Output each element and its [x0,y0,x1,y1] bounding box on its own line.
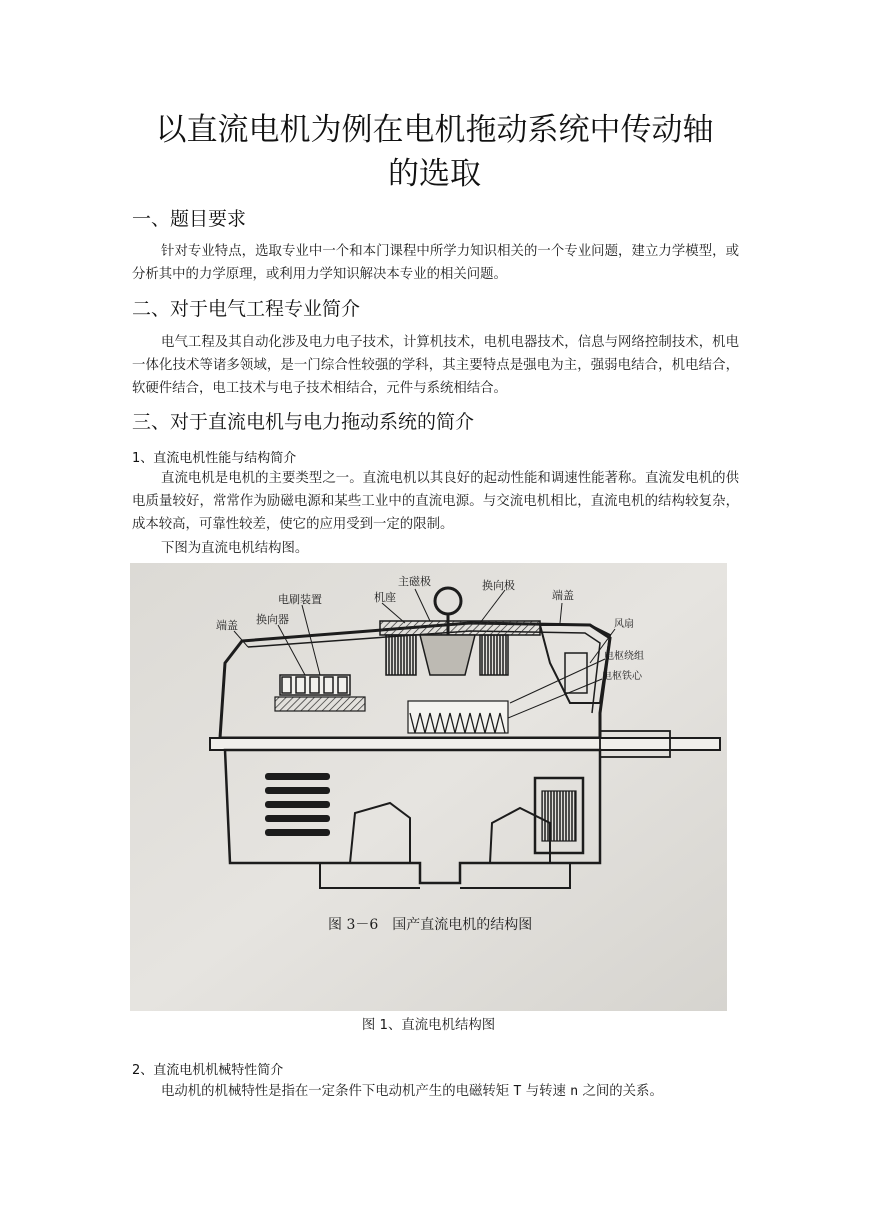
figure-intro: 下图为直流电机结构图。 [161,541,309,556]
label-fan: 风扇 [614,619,634,630]
label-main-pole: 主磁极 [398,575,431,588]
subsection-paragraph-1: 直流电机是电机的主要类型之一。直流电机以其良好的起动性能和调速性能著称。直流发电机的供电质量较好，常常作为励磁电源和某些工业中的直流电源。与交流电机相比，直流电机的结构较复杂，成本较高，可靠性较差，使它的应用受到一定的限制。 [132,471,739,532]
doc-title-line1: 以直流电机为例在电机拖动系统中传动轴 [155,112,714,148]
subsection-heading-1: 1、直流电机性能与结构简介 [132,451,297,466]
symbol-torque: T [513,1084,522,1099]
label-commutator: 换向器 [256,613,289,626]
section-paragraph-1: 针对专业特点，选取专业中一个和本门课程中所学力知识相关的一个专业问题，建立力学模型，或分析其中的力学原理，或利用力学知识解决本专业的相关问题。 [132,244,739,282]
para-text-b: 与转速 [521,1084,571,1099]
para-text-c: 之间的关系。 [578,1084,663,1099]
dc-motor-drawing [130,563,727,1011]
figure-inner-caption: 图 3－6 国产直流电机的结构图 [328,917,533,933]
label-commutating-pole: 换向极 [482,579,515,592]
figure-caption: 图 1、直流电机结构图 [361,1018,496,1033]
label-armature-winding: 电枢绕组 [604,651,644,662]
label-end-cover-right: 端盖 [552,589,574,602]
section-heading-2: 二、对于电气工程专业简介 [132,298,361,320]
symbol-speed: n [570,1084,579,1099]
label-brush-gear: 电刷装置 [278,593,322,606]
label-end-cover-left: 端盖 [216,619,238,632]
label-frame: 机座 [374,591,396,604]
label-armature-core: 电枢铁心 [602,671,642,682]
dc-motor-figure [130,563,727,1011]
subsection-heading-2: 2、直流电机机械特性简介 [132,1063,284,1078]
doc-title-line2: 的选取 [388,156,481,192]
subsection-paragraph-2 [132,1080,739,1103]
section-heading-3: 三、对于直流电机与电力拖动系统的简介 [132,411,475,433]
section-paragraph-2: 电气工程及其自动化涉及电力电子技术，计算机技术，电机电器技术，信息与网络控制技术，机电一体化技术等诸多领域，是一门综合性较强的学科，其主要特点是强电为主，强弱电结合，机电结合，软硬件结合，电工技术与电子技术相结合，元件与系统相结合。 [132,335,739,396]
para-text-a: 电动机的机械特性是指在一定条件下电动机产生的电磁转矩 [161,1084,514,1099]
section-heading-1: 一、题目要求 [132,208,247,230]
